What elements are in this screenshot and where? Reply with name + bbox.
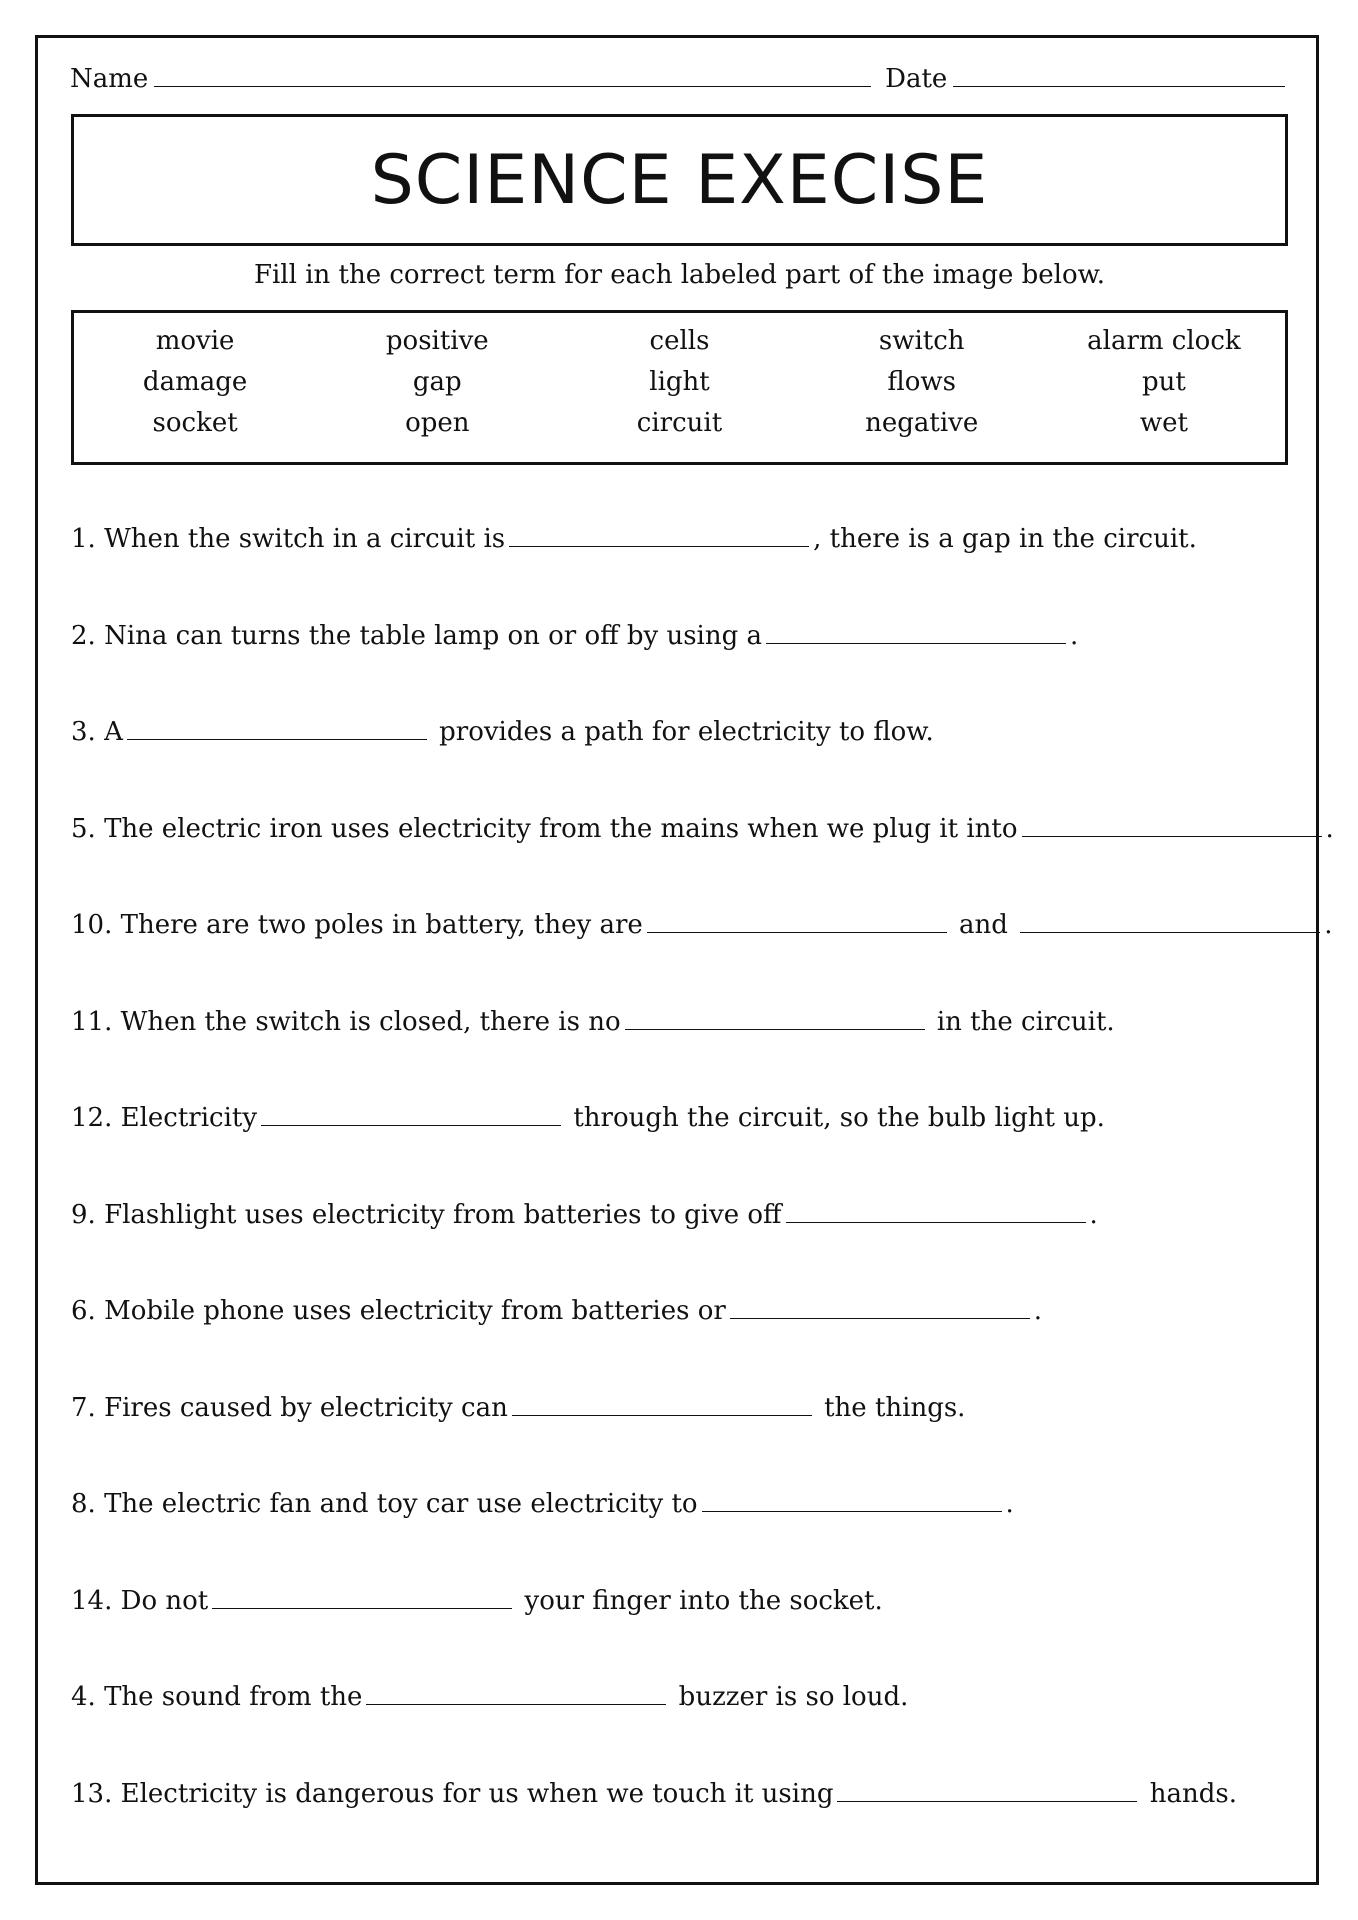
question-text: 3. A (71, 717, 123, 747)
word-bank (71, 310, 1288, 465)
answer-blank[interactable] (786, 1200, 1086, 1223)
question-text: , there is a gap in the circuit. (813, 524, 1197, 554)
word-bank-item: put (1141, 367, 1186, 397)
answer-blank[interactable] (366, 1682, 666, 1705)
question-row (71, 1489, 1014, 1519)
question-row (71, 1200, 1098, 1230)
word-bank-item: switch (878, 326, 965, 356)
question-text: 12. Electricity (71, 1103, 258, 1133)
question-row (71, 1296, 1042, 1326)
answer-blank[interactable] (730, 1296, 1030, 1319)
date-field[interactable] (953, 62, 1285, 87)
question-text: 4. The sound from the (71, 1682, 363, 1712)
question-text: 13. Electricity is dangerous for us when we touch it using (71, 1778, 834, 1809)
page-title: SCIENCE EXECISE (370, 140, 989, 220)
word-bank-item: cells (649, 326, 710, 356)
question-text: 1. When the switch in a circuit is (71, 524, 506, 554)
question-text: . (1033, 1296, 1043, 1326)
instructions: Fill in the correct term for each labeled part of the image below. (253, 260, 1106, 290)
answer-blank[interactable] (837, 1779, 1137, 1802)
name-field[interactable] (154, 62, 871, 87)
word-bank-item: circuit (636, 408, 723, 438)
word-bank-item: flows (887, 367, 956, 397)
question-text: 8. The electric fan and toy car use electricity to (71, 1489, 698, 1519)
word-bank-item: open (405, 408, 470, 438)
date-label: Date (885, 64, 948, 94)
header-row (70, 62, 1285, 98)
question-row (71, 1779, 1237, 1809)
answer-blank[interactable] (509, 524, 809, 547)
question-text: 11. When the switch is closed, there is no (71, 1006, 621, 1037)
answer-blank[interactable] (625, 1007, 925, 1030)
question-text: . (1324, 910, 1333, 940)
question-text: the things. (815, 1392, 966, 1423)
word-bank-item: wet (1139, 408, 1188, 438)
answer-blank[interactable] (212, 1586, 512, 1609)
question-row (71, 621, 1078, 651)
question-text: and (950, 910, 1017, 940)
title-box (71, 114, 1288, 246)
question-row (71, 717, 934, 747)
question-row (71, 1586, 883, 1616)
word-bank-item: alarm clock (1087, 326, 1241, 356)
question-text: 14. Do not (71, 1585, 209, 1616)
question-row (71, 1682, 908, 1712)
question-row (71, 1393, 965, 1423)
question-row (71, 1007, 1115, 1037)
question-text: 2. Nina can turns the table lamp on or off by using a (71, 620, 763, 651)
question-text: buzzer is so loud. (670, 1682, 909, 1712)
question-row (71, 524, 1197, 554)
word-bank-item: negative (865, 408, 979, 438)
question-text: 5. The electric iron uses electricity from the mains when we plug it into (71, 813, 1018, 844)
question-text: 9. Flashlight uses electricity from batteries to give off (71, 1199, 782, 1230)
word-bank-item: socket (152, 408, 238, 438)
question-row (71, 1103, 1105, 1133)
word-bank-item: damage (142, 367, 248, 397)
answer-blank[interactable] (647, 910, 947, 933)
answer-blank[interactable] (702, 1489, 1002, 1512)
answer-blank[interactable] (512, 1393, 812, 1416)
name-label: Name (70, 64, 149, 94)
word-bank-item: positive (385, 326, 489, 356)
question-text: 6. Mobile phone uses electricity from batteries or (71, 1296, 726, 1326)
answer-blank[interactable] (261, 1103, 561, 1126)
question-row (71, 910, 1332, 940)
answer-blank[interactable] (766, 621, 1066, 644)
question-text: provides a path for electricity to flow. (430, 717, 934, 747)
question-text: through the circuit, so the bulb light up. (565, 1103, 1105, 1133)
question-text: . (1070, 620, 1079, 651)
question-text: hands. (1141, 1778, 1237, 1809)
word-bank-grid (74, 323, 1285, 442)
word-bank-item: gap (412, 367, 462, 397)
word-bank-item: light (649, 367, 710, 397)
answer-blank[interactable] (127, 717, 427, 740)
question-text: your finger into the socket. (516, 1585, 883, 1616)
answer-blank[interactable] (1022, 814, 1322, 837)
word-bank-item: movie (155, 326, 235, 356)
question-text: . (1005, 1489, 1014, 1519)
question-text: . (1089, 1199, 1098, 1230)
answer-blank[interactable] (1020, 910, 1320, 933)
question-text: . (1325, 813, 1334, 844)
question-text: in the circuit. (928, 1006, 1115, 1037)
question-text: 7. Fires caused by electricity can (71, 1392, 508, 1423)
question-text: 10. There are two poles in battery, they are (71, 910, 643, 940)
question-row (71, 814, 1334, 844)
